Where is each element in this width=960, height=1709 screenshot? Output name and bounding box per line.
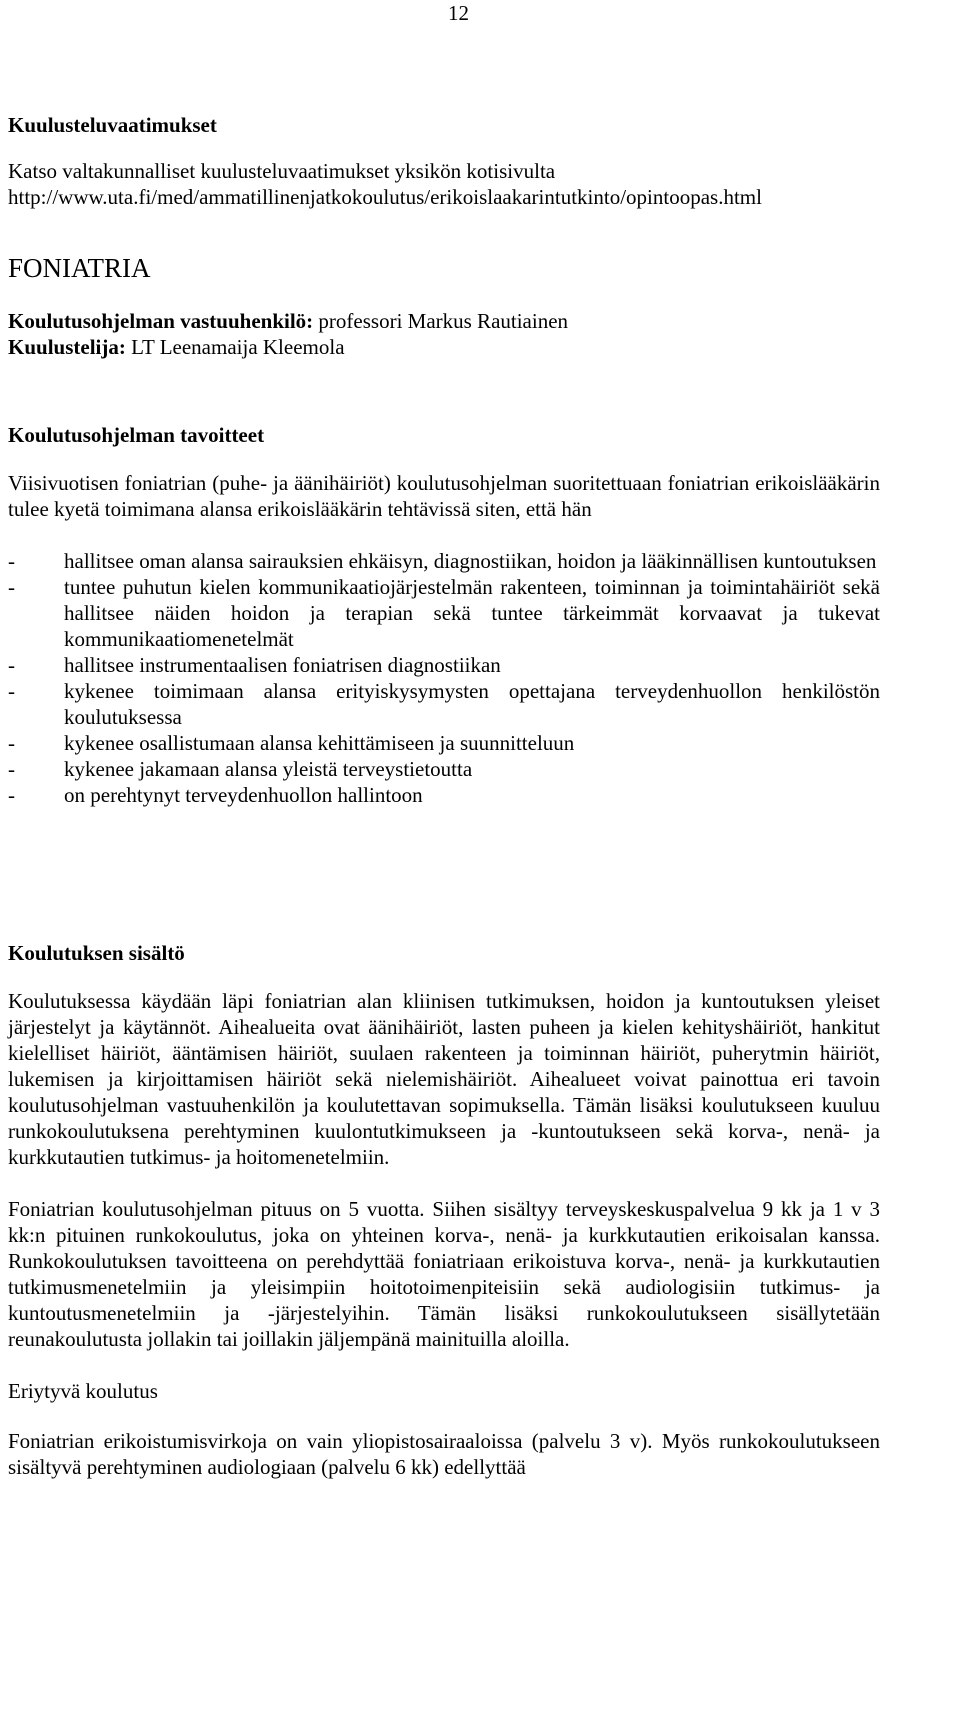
content-section <box>8 940 880 1480</box>
goal-item <box>8 678 880 730</box>
goal-item <box>8 652 880 678</box>
list-dash: - <box>8 783 15 807</box>
goal-item <box>8 756 880 782</box>
goal-text: kykenee jakamaan alansa yleistä terveystietoutta <box>64 757 473 781</box>
goal-item <box>8 548 880 574</box>
requirements-heading: Kuulusteluvaatimukset <box>8 113 217 137</box>
goal-item <box>8 574 880 652</box>
responsible-line <box>8 308 880 334</box>
program-section <box>8 252 880 360</box>
page-number: 12 <box>448 1 469 25</box>
responsible-value: professori Markus Rautiainen <box>313 309 569 333</box>
goal-item <box>8 730 880 756</box>
examiner-line <box>8 334 880 360</box>
list-dash: - <box>8 653 15 677</box>
requirements-text: Katso valtakunnalliset kuulusteluvaatimukset yksikön kotisivulta <box>8 159 556 183</box>
goal-text: hallitsee instrumentaalisen foniatrisen diagnostiikan <box>64 653 501 677</box>
content-subheading: Eriytyvä koulutus <box>8 1379 158 1403</box>
responsible-label: Koulutusohjelman vastuuhenkilö: <box>8 309 314 333</box>
goals-heading: Koulutusohjelman tavoitteet <box>8 423 265 447</box>
content-paragraph-1: Koulutuksessa käydään läpi foniatrian alan kliinisen tutkimuksen, hoidon ja kuntoutuksen yleiset järjestelyt ja käytännöt. Aihealueita ovat äänihäiriöt, lasten puheen ja kielen kehityshäiriöt, hankitut kielelliset häiriöt, ääntämisen häiriöt, suulaen rakenteen ja toiminnan häiriöt, puherytmin häiriöt, lukemisen ja kirjoittamisen häiriöt sekä nielemishäiriöt. Aihealueet voivat painottua eri tavoin koulutusohjelman vastuuhenkilön ja koulutettavan sopimuksella. Tämän lisäksi koulutukseen kuuluu runkokoulutuksena perehtyminen kuulontutkimukseen ja -kuntoutukseen sekä korva-, nenä- ja kurkkutautien tutkimus- ja hoitomenetelmiin. <box>8 989 880 1169</box>
goal-item <box>8 782 880 808</box>
goal-text: kykenee toimimaan alansa erityiskysymysten opettajana terveydenhuollon henkilöstön koulutuksessa <box>64 679 880 729</box>
goals-list <box>8 548 880 808</box>
goals-intro: Viisivuotisen foniatrian (puhe- ja äänihäiriöt) koulutusohjelman suoritettuaan foniatrian erikoislääkärin tulee kyetä toimimana alansa erikoislääkärin tehtävissä siten, että hän <box>8 471 880 521</box>
examiner-label: Kuulustelija: <box>8 335 126 359</box>
goals-section <box>8 422 880 808</box>
program-title: FONIATRIA <box>8 253 151 283</box>
list-dash: - <box>8 575 15 599</box>
list-dash: - <box>8 731 15 755</box>
content-paragraph-2: Foniatrian koulutusohjelman pituus on 5 vuotta. Siihen sisältyy terveyskeskuspalvelua 9 kk ja 1 v 3 kk:n pituinen runkokoulutus, joka on yhteinen korva-, nenä- ja kurkkutautien erikoisalan kanssa. Runkokoulutuksen tavoitteena on perehdyttää foniatriaan erikoistuva korva-, nenä- ja kurkkutautien tutkimusmenetelmiin ja yleisimpiin hoitotoimenpiteisiin sekä audiologisiin tutkimus- ja kuntoutusmenetelmiin ja -järjestelyihin. Tämän lisäksi runkokoulutukseen sisällytetään reunakoulutusta jollakin tai joillakin jäljempänä mainituilla aloilla. <box>8 1197 880 1351</box>
content-heading: Koulutuksen sisältö <box>8 941 185 965</box>
goal-text: tuntee puhutun kielen kommunikaatiojärjestelmän rakenteen, toiminnan ja toimintahäiriöt sekä hallitsee näiden hoidon ja terapian sekä tuntee tärkeimmät korvaavat ja tukevat kommunikaatiomenetelmät <box>64 575 880 651</box>
goal-text: hallitsee oman alansa sairauksien ehkäisyn, diagnostiikan, hoidon ja lääkinnällisen kuntoutuksen <box>64 549 877 573</box>
content-paragraph-3: Foniatrian erikoistumisvirkoja on vain yliopistosairaaloissa (palvelu 3 v). Myös runkokoulutukseen sisältyvä perehtyminen audiologiaan (palvelu 6 kk) edellyttää <box>8 1429 880 1479</box>
list-dash: - <box>8 757 15 781</box>
list-dash: - <box>8 549 15 573</box>
goal-text: on perehtynyt terveydenhuollon hallintoon <box>64 783 423 807</box>
goal-text: kykenee osallistumaan alansa kehittämiseen ja suunnitteluun <box>64 731 575 755</box>
requirements-link[interactable]: http://www.uta.fi/med/ammatillinenjatkokoulutus/erikoislaakarintutkinto/opintoopas.html <box>8 185 762 209</box>
requirements-section <box>8 112 880 210</box>
examiner-value: LT Leenamaija Kleemola <box>125 335 345 359</box>
list-dash: - <box>8 679 15 703</box>
